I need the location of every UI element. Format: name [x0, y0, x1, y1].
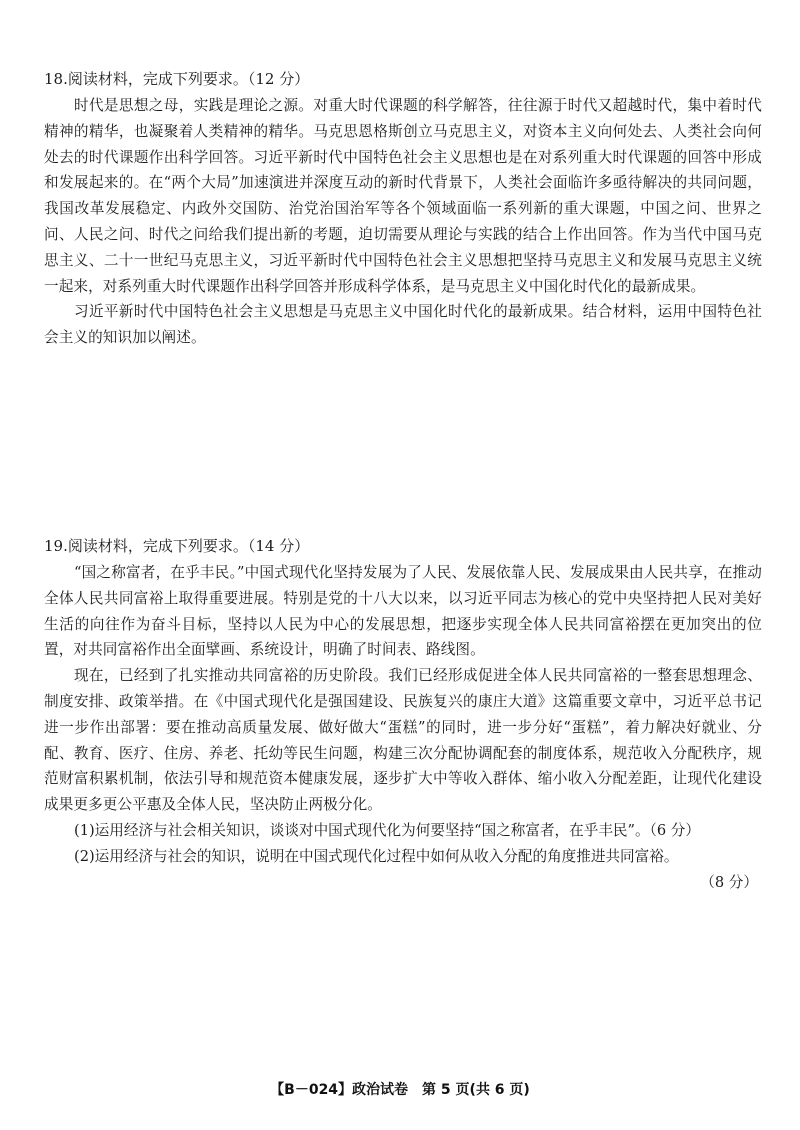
question-18-title: 18.阅读材料，完成下列要求。（12 分）	[44, 70, 310, 88]
question-19-material-1: “国之称富者，在乎丰民。”中国式现代化坚持发展为了人民、发展依靠人民、发展成果由人民共享，在推动全体人民共同富裕上取得重要进展。特别是党的十八大以来，以习近平同志为核心的党中央坚持把人民对美好生活的向往作为奋斗目标，坚持以人民为中心的发展思想，把逐步实现全体人民共同富裕摆在更加突出的位置，对共同富裕作出全面擘画、系统设计，明确了时间表、路线图。	[44, 564, 762, 659]
question-19-material-2: 现在，已经到了扎实推动共同富裕的历史阶段。我们已经形成促进全体人民共同富裕的一整套思想理念、制度安排、政策举措。在《中国式现代化是强国建设、民族复兴的康庄大道》这篇重要文章中，习近平总书记进一步作出部署：要在推动高质量发展、做好做大“蛋糕”的同时，进一步分好“蛋糕”，着力解决好就业、分配、教育、医疗、住房、养老、托幼等民生问题，构建三次分配协调配套的制度体系，规范收入分配秩序，规范财富积累机制，依法引导和规范资本健康发展，逐步扩大中等收入群体、缩小收入分配差距，让现代化建设成果更多更公平惠及全体人民，坚决防止两极分化。	[44, 667, 762, 814]
question-18-material: 时代是思想之母，实践是理论之源。对重大时代课题的科学解答，往往源于时代又超越时代，集中着时代精神的精华，也凝聚着人类精神的精华。马克思恩格斯创立马克思主义，对资本主义向何处去、人类社会向何处去的时代课题作出科学回答。习近平新时代中国特色社会主义思想也是在对系列重大时代课题的回答中形成和发展起来的。在“两个大局”加速演进并深度互动的新时代背景下，人类社会面临许多亟待解决的共同问题，我国改革发展稳定、内政外交国防、治党治国治军等各个领域面临一系列新的重大课题，中国之问、世界之问、人民之问、时代之问给我们提出新的考题，迫切需要从理论与实践的结合上作出回答。作为当代中国马克思主义、二十一世纪马克思主义，习近平新时代中国特色社会主义思想把坚持马克思主义和发展马克思主义统一起来，对系列重大时代课题作出科学回答并形成科学体系，是马克思主义中国化时代化的最新成果。	[44, 97, 762, 295]
question-18-prompt: 习近平新时代中国特色社会主义思想是马克思主义中国化时代化的最新成果。结合材料，运用中国特色社会主义的知识加以阐述。	[44, 303, 762, 347]
question-18	[44, 66, 762, 351]
question-19-sub-2-score: （8 分）	[700, 873, 758, 891]
question-19-sub-1: (1)运用经济与社会相关知识，谈谈对中国式现代化为何要坚持“国之称富者，在乎丰民”。（6 分）	[74, 821, 700, 839]
question-19-sub-2: (2)运用经济与社会的知识，说明在中国式现代化过程中如何从收入分配的角度推进共同富裕。	[74, 847, 679, 865]
page-footer: 【B－024】政治试卷 第 5 页(共 6 页)	[270, 1082, 530, 1098]
question-19	[44, 533, 762, 895]
question-19-title: 19.阅读材料，完成下列要求。（14 分）	[44, 537, 310, 555]
